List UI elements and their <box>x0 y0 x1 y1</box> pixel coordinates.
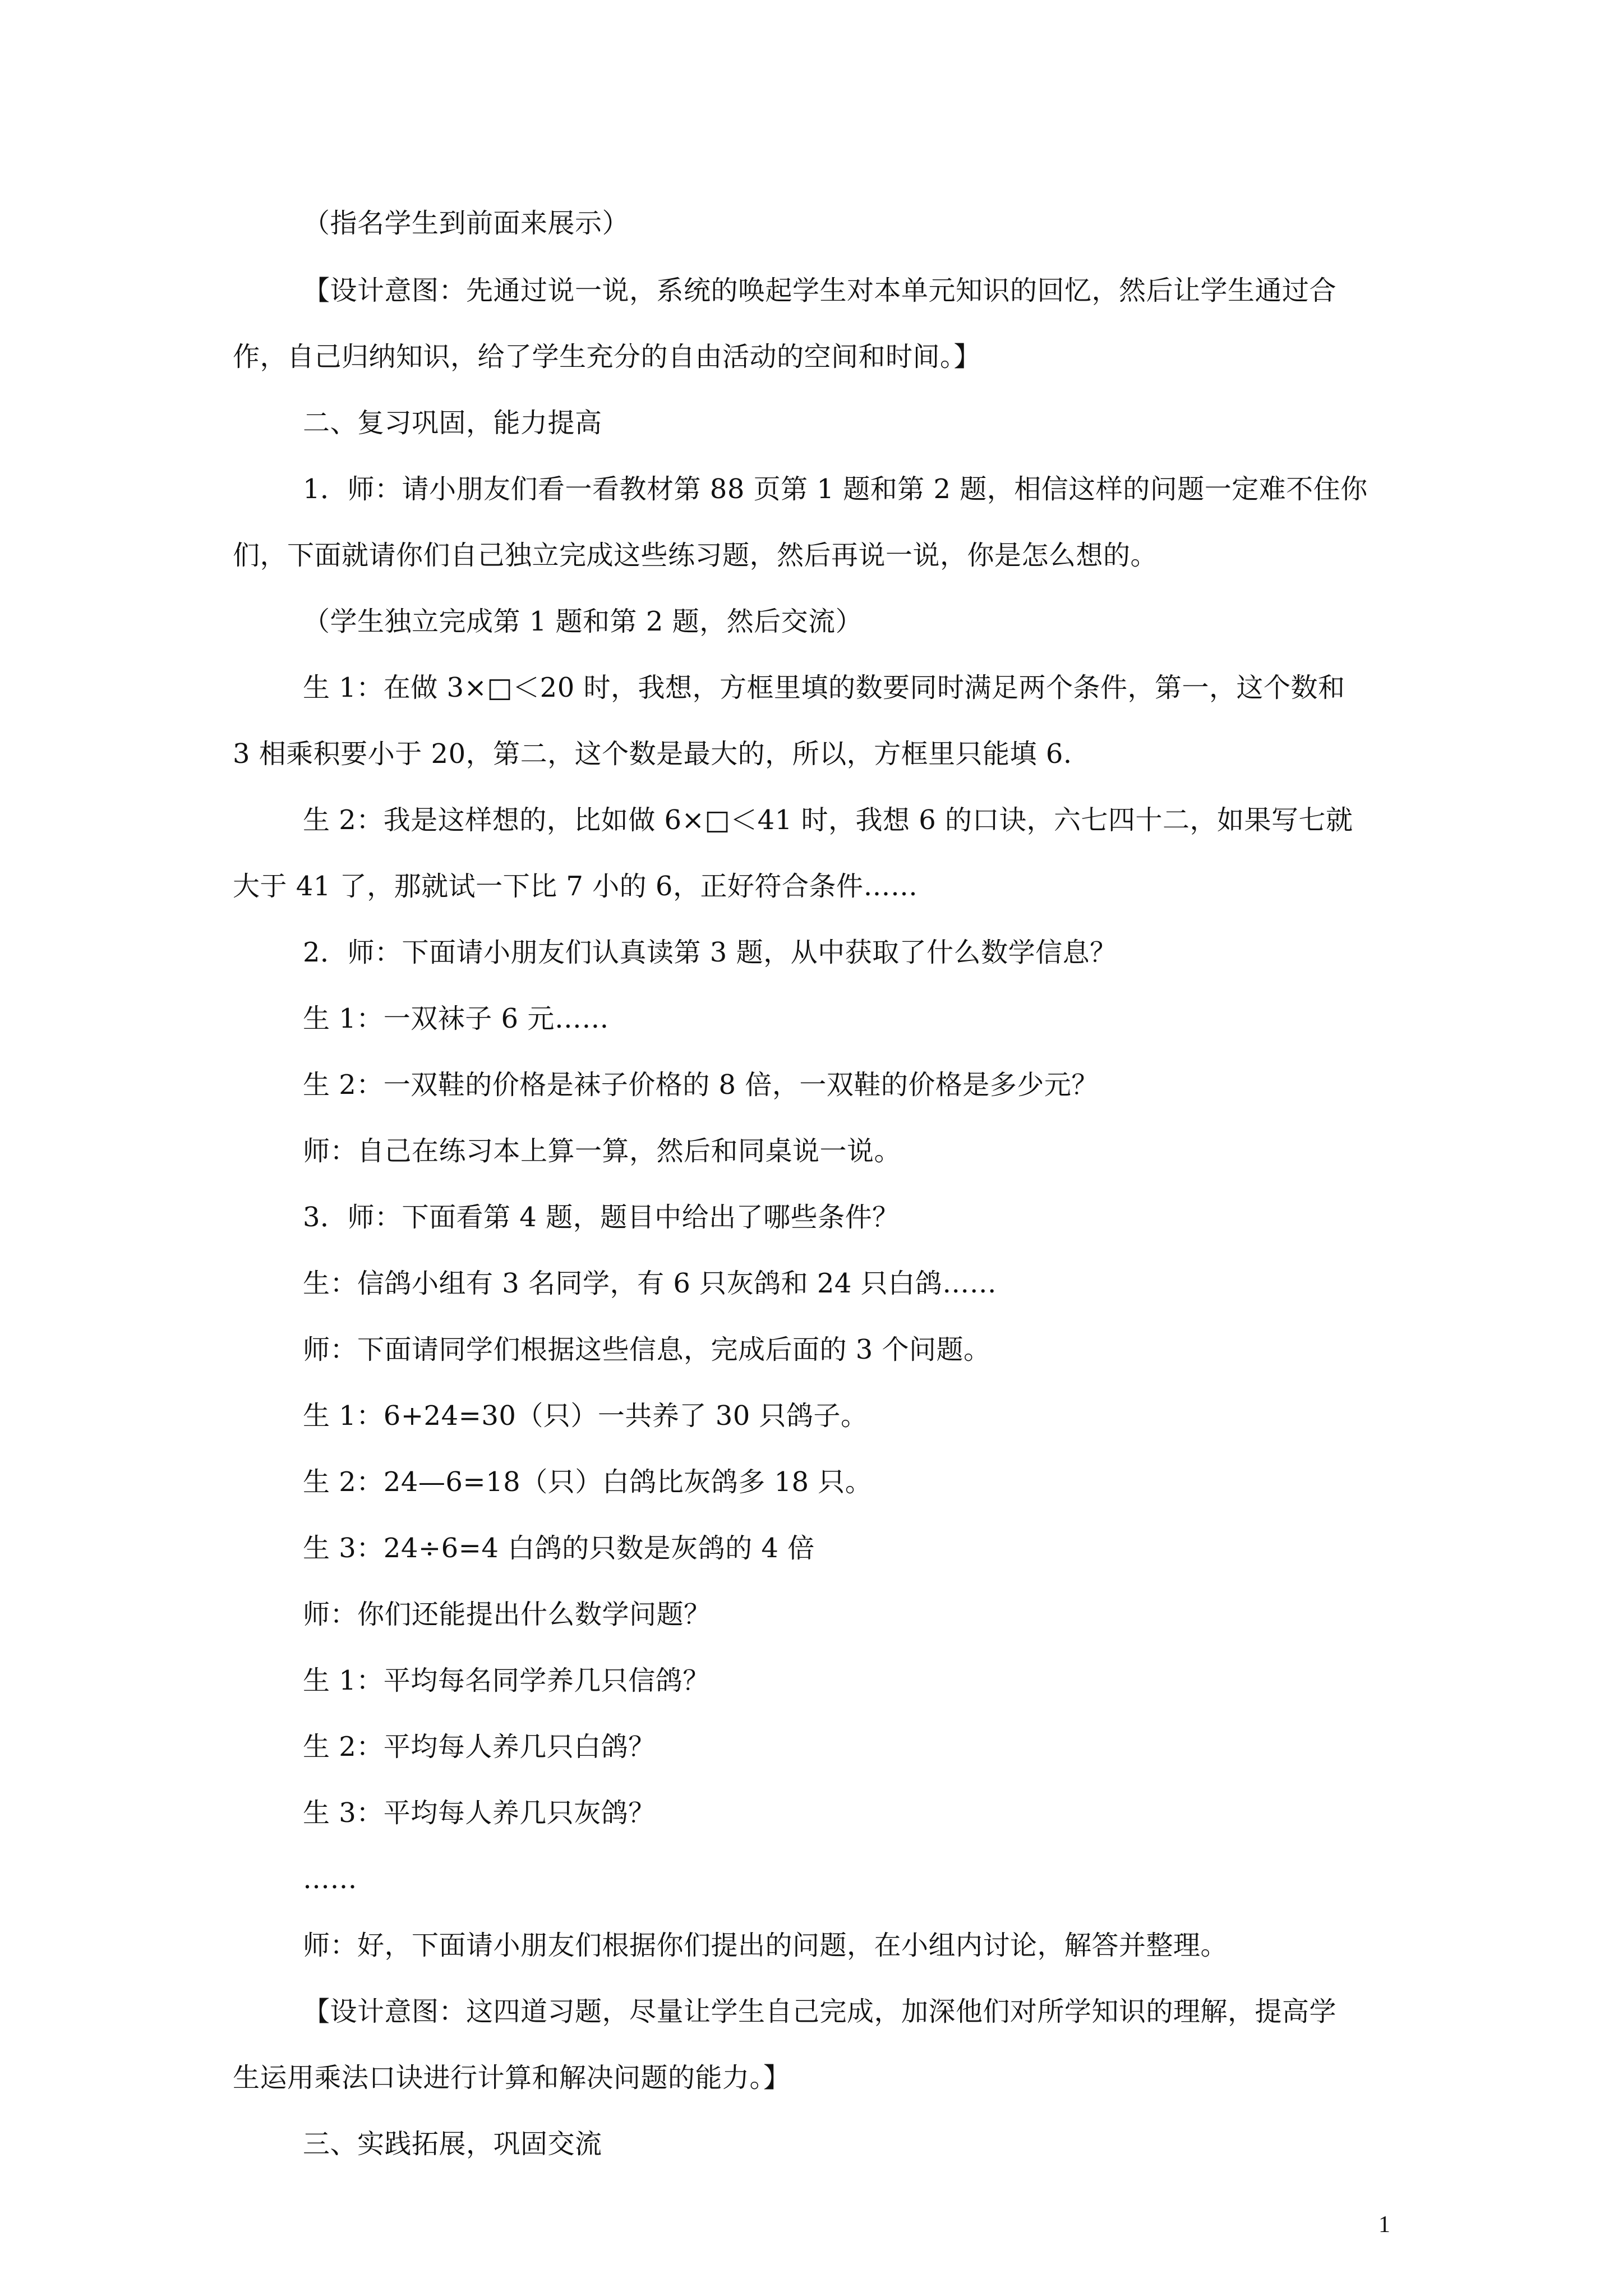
text-line: 师：下面请同学们根据这些信息，完成后面的 3 个问题。 <box>303 1334 991 1365</box>
page-number: 1 <box>1378 2212 1390 2238</box>
text-line: 3 相乘积要小于 20，第二，这个数是最大的，所以，方框里只能填 6. <box>233 738 1072 770</box>
text-line: 大于 41 了，那就试一下比 7 小的 6，正好符合条件…… <box>233 871 918 902</box>
design-intent-line: 生运用乘法口诀进行计算和解决问题的能力。】 <box>233 2062 791 2093</box>
text-line: 生 1：6+24=30（只）一共养了 30 只鸽子。 <box>303 1400 868 1432</box>
text-line: 师：好，下面请小朋友们根据你们提出的问题，在小组内讨论，解答并整理。 <box>303 1930 1228 1961</box>
text-line: 2．师：下面请小朋友们认真读第 3 题，从中获取了什么数学信息？ <box>303 937 1117 968</box>
text-line: 3．师：下面看第 4 题，题目中给出了哪些条件？ <box>303 1202 900 1233</box>
text-line: （学生独立完成第 1 题和第 2 题，然后交流） <box>303 606 863 637</box>
text-line: 师：你们还能提出什么数学问题？ <box>303 1599 711 1630</box>
text-line: 生 1：在做 3×□＜20 时，我想，方框里填的数要同时满足两个条件，第一，这个数和 <box>303 672 1345 703</box>
text-line: 生 3：平均每人养几只灰鸽？ <box>303 1797 656 1829</box>
section-heading: 三、实践拓展，巩固交流 <box>303 2128 602 2160</box>
text-line: 生 2：24—6=18（只）白鸽比灰鸽多 18 只。 <box>303 1466 873 1498</box>
text-line: 生 1：平均每名同学养几只信鸽？ <box>303 1665 710 1696</box>
text-line: 们，下面就请你们自己独立完成这些练习题，然后再说一说，你是怎么想的。 <box>233 540 1158 571</box>
ellipsis-line: …… <box>303 1864 357 1895</box>
design-intent-line: 【设计意图：这四道习题，尽量让学生自己完成，加深他们对所学知识的理解，提高学 <box>303 1996 1337 2027</box>
text-line: 生 2：我是这样想的，比如做 6×□＜41 时，我想 6 的口诀，六七四十二，如果写七就 <box>303 804 1353 836</box>
design-intent-line: 【设计意图：先通过说一说，系统的唤起学生对本单元知识的回忆，然后让学生通过合 <box>303 275 1337 306</box>
text-line: 生 1：一双袜子 6 元…… <box>303 1003 609 1034</box>
text-line: 师：自己在练习本上算一算，然后和同桌说一说。 <box>303 1135 902 1167</box>
design-intent-line: 作，自己归纳知识，给了学生充分的自由活动的空间和时间。】 <box>233 341 981 372</box>
text-line: 生：信鸽小组有 3 名同学，有 6 只灰鸽和 24 只白鸽…… <box>303 1268 997 1299</box>
text-line: 生 2：平均每人养几只白鸽？ <box>303 1731 656 1763</box>
text-line: 生 3：24÷6=4 白鸽的只数是灰鸽的 4 倍 <box>303 1533 815 1564</box>
text-line: 1．师：请小朋友们看一看教材第 88 页第 1 题和第 2 题，相信这样的问题一定难不住你 <box>303 473 1368 505</box>
text-line: 生 2：一双鞋的价格是袜子价格的 8 倍，一双鞋的价格是多少元？ <box>303 1069 1099 1101</box>
section-heading: 二、复习巩固，能力提高 <box>303 407 602 439</box>
text-line: （指名学生到前面来展示） <box>303 208 630 239</box>
